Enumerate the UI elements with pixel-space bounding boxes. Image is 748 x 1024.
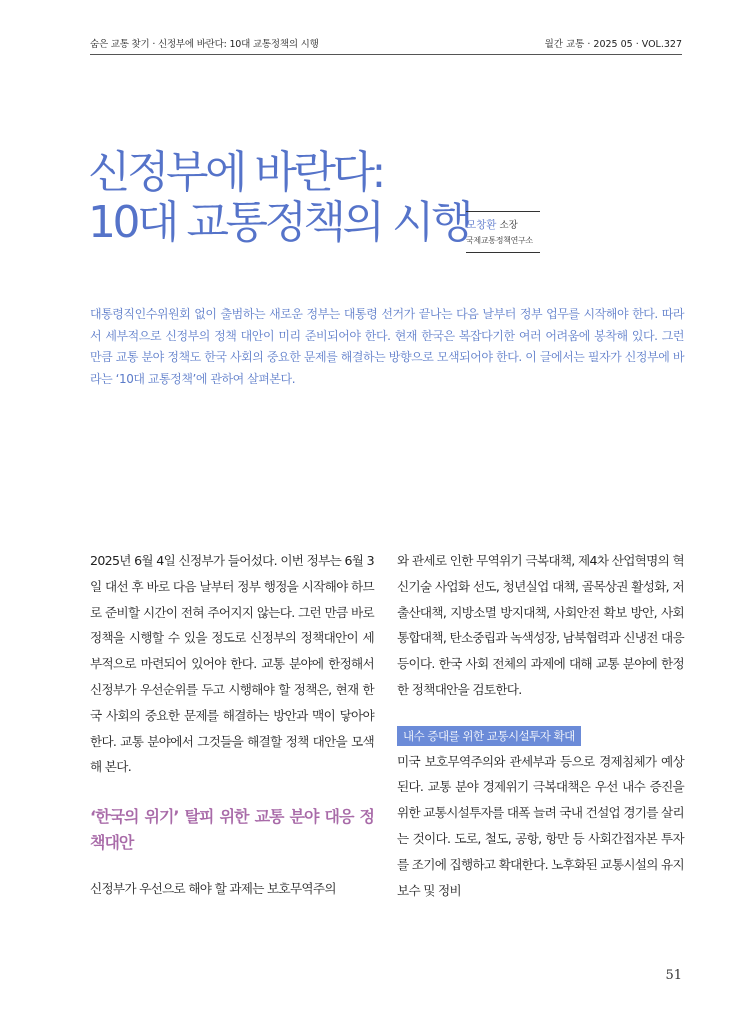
- header-divider: [90, 54, 682, 55]
- article-title-line2: 10대 교통정책의 시행: [88, 197, 470, 248]
- running-header-right: 월간 교통 · 2025 05 · VOL.327: [544, 39, 682, 50]
- page-number: 51: [665, 968, 682, 983]
- article-lead: 대통령직인수위원회 없이 출범하는 새로운 정부는 대통령 선거가 끝나는 다음 날부터 정부 업무를 시작해야 한다. 따라서 세부적으로 신정부의 정책 대안이 미리 준비되어야 한다. 현재 한국은 복잡다기한 여러 어려움에 봉착해 있다. 그런 만큼 교통 분야 정책도 한국 사회의 중요한 문제를 해결하는 방향으로 모색되어야 한다. 이 글에서는 필자가 신정부에 바라는 ‘10대 교통정책’에 관하여 살펴본다.: [90, 307, 684, 386]
- author-organization: 국제교통정책연구소: [466, 236, 533, 245]
- section-heading: ‘한국의 위기’ 탈피 위한 교통 분야 대응 정책대안: [90, 807, 374, 853]
- author-role: 소장: [499, 220, 518, 231]
- body-paragraph-2-cont: 와 관세로 인한 무역위기 극복대책, 제4차 산업혁명의 혁신기술 사업화 선도, 청년실업 대책, 골목상권 활성화, 저출산대책, 지방소멸 방지대책, 사회안전 확보 방안, 사회통합대책, 탄소중립과 녹색성장, 남북협력과 신냉전 대응 등이다. 한국 사회 전체의 과제에 대해 교통 분야에 한정한 정책대안을 검토한다.: [397, 553, 684, 697]
- body-column-left: [90, 548, 374, 902]
- running-header-left: 숨은 교통 찾기 · 신정부에 바란다: 10대 교통정책의 시행: [90, 39, 319, 50]
- article-title: [88, 148, 470, 248]
- body-paragraph-3: 미국 보호무역주의와 관세부과 등으로 경제침체가 예상된다. 교통 분야 경제위기 극복대책은 우선 내수 증진을 위한 교통시설투자를 대폭 늘려 국내 건설업 경기를 살리는 것이다. 도로, 철도, 공항, 항만 등 사회간접자본 투자를 조기에 집행하고 확대한다. 노후화된 교통시설의 유지보수 및 정비: [397, 753, 684, 898]
- article-title-line1: 신정부에 바란다:: [88, 147, 383, 198]
- body-paragraph-1: 2025년 6월 4일 신정부가 들어섰다. 이번 정부는 6월 3일 대선 후 바로 다음 날부터 정부 행정을 시작해야 하므로 준비할 시간이 전혀 주어지지 않는다. 그런 만큼 바로 정책을 시행할 수 있을 정도로 신정부의 정책대안이 세부적으로 마련되어 있어야 한다. 교통 분야에 한정해서 신정부가 우선순위를 두고 시행해야 할 정책은, 현재 한국 사회의 중요한 문제를 해결하는 방안과 맥이 닿아야 한다. 교통 분야에서 그것들을 해결할 정책 대안을 모색해 본다.: [90, 553, 374, 775]
- author-name: 모창환: [466, 219, 497, 231]
- body-paragraph-2-start: 신정부가 우선으로 해야 할 과제는 보호무역주의: [90, 881, 336, 897]
- author-byline: [466, 211, 540, 253]
- subheading-label: 내수 증대를 위한 교통시설투자 확대: [397, 726, 581, 746]
- body-column-right: [397, 548, 684, 903]
